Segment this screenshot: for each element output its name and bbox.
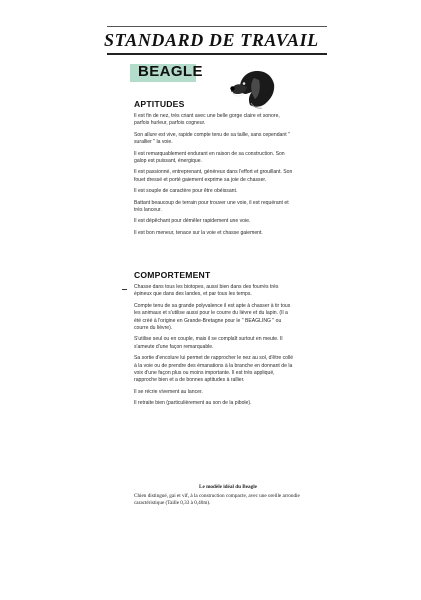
breed-name: BEAGLE: [138, 63, 203, 80]
header-top-rule: [107, 26, 327, 27]
beagle-head-icon: [228, 66, 282, 110]
document-title: STANDARD DE TRAVAIL: [104, 30, 319, 50]
caption-text: Chien distingué, gai et vif, à la construction compacte, avec une oreille arrondie caractéristique (Taille 0,33 à 0,40m).: [134, 492, 300, 507]
margin-dash-mark: [122, 289, 127, 290]
aptitudes-paragraph: Il est passionné, entreprenant, généreux dans l'effort et grouillant. Son fouet dressé et porté gaiement exprime sa joie de chasser.: [134, 169, 293, 183]
caption-title: Le modèle idéal du Beagle: [199, 484, 257, 490]
comportement-paragraph: Sa sortie d'encolure lui permet de rapprocher le nez au sol, d'être collé à la voie ou de prendre des émanations à la branche en donnant de la voix d'une façon plus ou moins importante. Il est très appliqué, rapproche bien et a de bonnes aptitudes à rallier.: [134, 355, 294, 384]
comportement-paragraph: Il retraite bien (particulièrement au son de la pibole).: [134, 400, 252, 407]
aptitudes-paragraph: Il est bon meneur, tenace sur la voie et chasse gaiement.: [134, 229, 263, 236]
header-title-underline: [107, 53, 327, 55]
caption-block: [134, 484, 322, 508]
aptitudes-paragraph: Il est remarquablement endurant en raison de sa construction. Son galop est puissant, énergique.: [134, 150, 285, 165]
comportement-paragraph: Chasse dans tous les biotopes, aussi bien dans des fourrés très épineux que dans des landes, et par tous les temps.: [134, 284, 279, 298]
comportement-heading: COMPORTEMENT: [134, 270, 211, 280]
aptitudes-paragraph: Il est fin de nez, très criant avec une belle gorge claire et sonore, parfois hurleur, parfois cogneur.: [134, 113, 280, 127]
aptitudes-paragraph: Son allure est vive, rapide compte tenu de sa taille, sans cependant " surallier " la voie.: [134, 131, 290, 146]
aptitudes-text: [134, 113, 294, 241]
comportement-paragraph: S'utilise seul ou en couple, mais il se complaît surtout en meute. Il s'ameute d'une façon remarquable.: [134, 336, 283, 350]
aptitudes-paragraph: Il est souple de caractère pour être obéissant.: [134, 188, 238, 195]
comportement-text: [134, 284, 294, 412]
aptitudes-heading: APTITUDES: [134, 99, 185, 109]
aptitudes-paragraph: Il est dépêchant pour démêler rapidement une voie.: [134, 218, 251, 225]
aptitudes-paragraph: Battant beaucoup de terrain pour trouver une voie, il est requérant et très lanceur.: [134, 199, 289, 214]
comportement-paragraph: Compte tenu de sa grande polyvalence il est apte à chasser à tir tous les animaux et s'utilise aussi pour le courre du lièvre et du lapin. (Il a été créé à l'origine en Grande-Bretagne pour le " BEAGLING " ou courre du lièvre).: [134, 302, 291, 332]
comportement-paragraph: Il se récrie vivement au lancer.: [134, 388, 203, 395]
